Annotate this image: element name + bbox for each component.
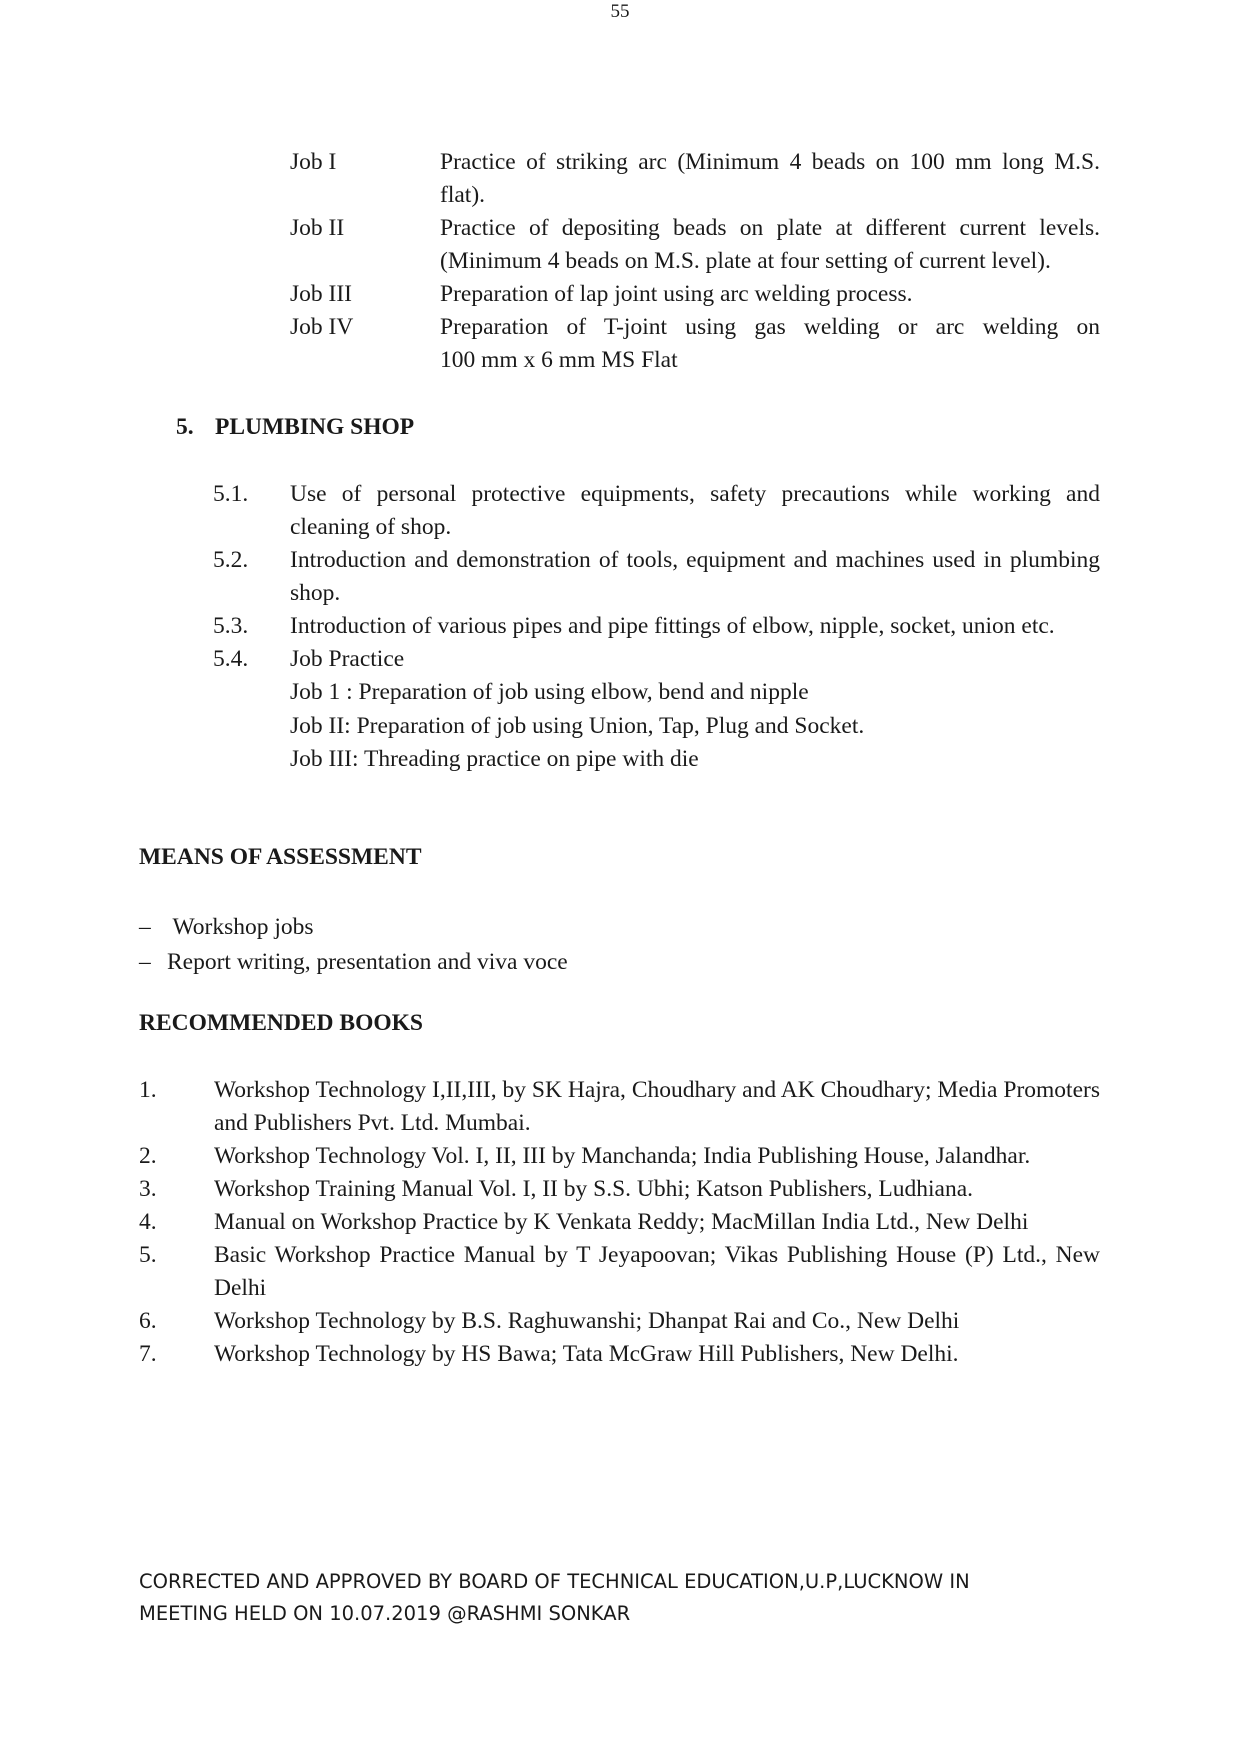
item-text: Workshop Training Manual Vol. I, II by S.S. Ubhi; Katson Publishers, Ludhiana. [214, 1176, 974, 1202]
job-description [440, 278, 1100, 311]
job-practice-item: Job III: Threading practice on pipe with die [290, 746, 699, 772]
job-row [290, 278, 1100, 311]
item-text: Manual on Workshop Practice by K Venkata Reddy; MacMillan India Ltd., New Delhi [214, 1209, 1029, 1235]
job-description-line: 100 mm x 6 mm MS Flat [440, 347, 678, 373]
job-row [290, 212, 1100, 278]
section-number: 5. [176, 414, 194, 440]
list-item [139, 1239, 1100, 1305]
assessment-heading: MEANS OF ASSESSMENT [139, 844, 422, 870]
item-text: Introduction and demonstration of tools, equipment and machines used in plumbing shop. [290, 547, 1100, 606]
item-text: Use of personal protective equipments, safety precautions while working and cleaning of shop. [290, 481, 1100, 540]
job-row [290, 146, 1100, 212]
job-practice-title: Job Practice [290, 646, 405, 672]
item-text: Basic Workshop Practice Manual by T Jeyapoovan; Vikas Publishing House (P) Ltd., New Delhi [214, 1242, 1100, 1301]
job-description-line: Preparation of lap joint using arc welding process. [440, 281, 913, 307]
item-number: 5.4. [213, 646, 249, 672]
job-description-line: Practice of depositing beads on plate at different current levels. [440, 215, 1100, 241]
item-number: 3. [139, 1176, 157, 1202]
list-item [139, 1140, 1100, 1173]
job-label: Job IV [290, 314, 354, 340]
welding-jobs-list [290, 146, 1100, 377]
job-description-line: Practice of striking arc (Minimum 4 beads on 100 mm long M.S. [440, 149, 1100, 175]
list-item [213, 544, 1100, 610]
list-item [139, 1173, 1100, 1206]
dash-bullet: – [139, 949, 151, 975]
job-label: Job III [290, 281, 352, 307]
item-number: 5.2. [213, 547, 249, 573]
footer-line: MEETING HELD ON 10.07.2019 @RASHMI SONKAR [139, 1602, 631, 1625]
job-description [440, 212, 1100, 278]
job-description-line: Preparation of T-joint using gas welding or arc welding on [440, 314, 1100, 340]
item-text: Workshop Technology by B.S. Raghuwanshi; Dhanpat Rai and Co., New Delhi [214, 1308, 960, 1334]
job-description [440, 311, 1100, 377]
approval-footer [139, 1566, 1039, 1630]
list-item [139, 910, 1039, 945]
item-text: Workshop Technology I,II,III, by SK Hajra, Choudhary and AK Choudhary; Media Promoters and Publishers Pvt. Ltd. Mumbai. [214, 1077, 1100, 1136]
list-item [213, 610, 1100, 643]
item-number: 7. [139, 1341, 157, 1367]
plumbing-items-list [213, 478, 1100, 777]
job-practice-item: Job II: Preparation of job using Union, Tap, Plug and Socket. [290, 712, 865, 739]
list-item [139, 1338, 1100, 1371]
list-item [213, 643, 1100, 777]
list-item [139, 1074, 1100, 1140]
list-item [139, 1206, 1100, 1239]
page-number: 55 [610, 1, 630, 22]
footer-line: CORRECTED AND APPROVED BY BOARD OF TECHNICAL EDUCATION,U.P,LUCKNOW IN [139, 1570, 970, 1593]
item-number: 4. [139, 1209, 157, 1235]
job-description [440, 146, 1100, 212]
books-list [139, 1074, 1100, 1371]
books-heading: RECOMMENDED BOOKS [139, 1010, 423, 1036]
assessment-list [139, 910, 1039, 980]
item-number: 5. [139, 1242, 157, 1268]
item-number: 2. [139, 1143, 157, 1169]
item-text: Workshop Technology Vol. I, II, III by Manchanda; India Publishing House, Jalandhar. [214, 1143, 1031, 1169]
list-item [139, 1305, 1100, 1338]
list-item [213, 478, 1100, 544]
job-description-line: flat). [440, 182, 486, 208]
item-text: Report writing, presentation and viva voce [167, 949, 568, 975]
section-title: PLUMBING SHOP [215, 414, 415, 440]
job-practice-item: Job 1 : Preparation of job using elbow, bend and nipple [290, 679, 809, 705]
item-number: 1. [139, 1077, 157, 1103]
plumbing-shop-heading [176, 412, 414, 442]
item-number: 5.3. [213, 613, 249, 639]
item-text: Introduction of various pipes and pipe fittings of elbow, nipple, socket, union etc. [290, 613, 1055, 639]
job-row [290, 311, 1100, 377]
job-description-line: (Minimum 4 beads on M.S. plate at four setting of current level). [440, 248, 1051, 274]
item-text: Workshop jobs [167, 914, 314, 940]
list-item [139, 945, 1039, 980]
job-label: Job II [290, 215, 345, 241]
item-text [290, 643, 1100, 777]
job-label: Job I [290, 149, 337, 175]
item-number: 5.1. [213, 481, 249, 507]
dash-bullet: – [139, 914, 151, 940]
item-text: Workshop Technology by HS Bawa; Tata McGraw Hill Publishers, New Delhi. [214, 1341, 959, 1367]
item-number: 6. [139, 1308, 157, 1334]
